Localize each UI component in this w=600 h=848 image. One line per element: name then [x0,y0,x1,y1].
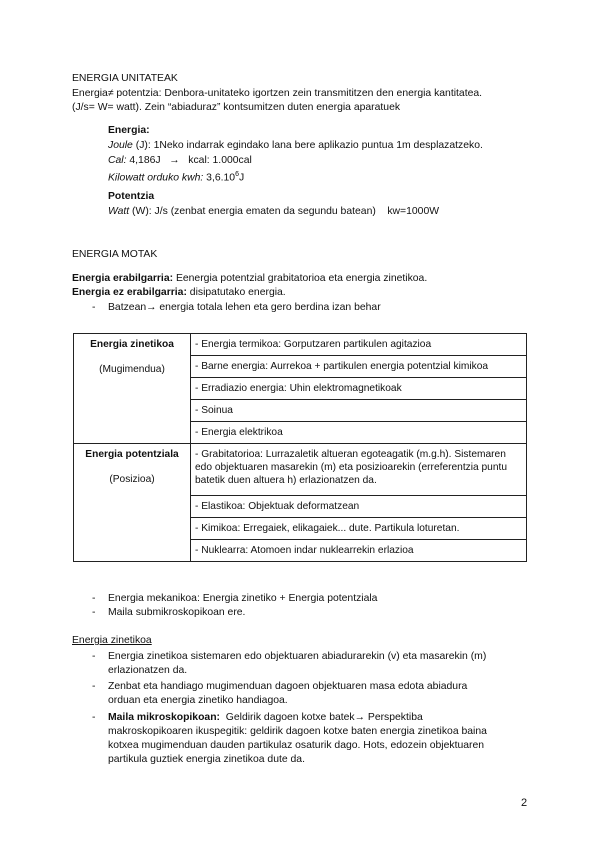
energia-heading: Energia: [108,125,150,136]
energy-type-cell: - Nuklearra: Atomoen indar nuklearrekin erlazioa [191,540,527,562]
kwh-text: 3,6.10 [203,172,236,184]
watt-label: Watt [108,206,130,217]
potentzia-heading: Potentzia [108,191,155,202]
watt-text: (W): J/s (zenbat energia ematen da segundu batean) kw=1000W [129,206,440,217]
cal-text: 4,186J → kcal: 1.000cal [126,155,252,166]
group-subtitle: (Mugimendua) [99,364,165,375]
list-item-text: Maila submikroskopikoan ere. [108,607,246,618]
energy-type-cell: - Soinua [191,400,527,422]
list-item-text: partikula guztiek energia zinetikoa dute da. [108,754,305,765]
energy-type-cell: - Erradiazio energia: Uhin elektromagnetikoak [191,378,527,400]
list-item-text: orduan eta energia zinetiko handiagoa. [108,695,288,706]
list-item-text: makroskopikoaren ikuspegitik: geldirik dagoen kotxe baten energia zinetikoa baina [108,726,487,737]
section-title-motak: ENERGIA MOTAK [72,249,158,260]
kwh-exponent: 6 [235,171,239,178]
ez-erabilgarria-label: Energia ez erabilgarria: [72,287,187,298]
cal-label: Cal: [108,155,127,166]
kwh-line [108,168,244,184]
bullet-dash: - [92,651,96,662]
section-title-unitateak: ENERGIA UNITATEAK [72,73,178,84]
group-header-cell [74,334,191,444]
list-item-text: kotxea mugimenduan dauden partikulaz osaturik dago. Hots, edozein objektuaren [108,740,485,751]
erabilgarria-line [72,272,427,285]
list-item-text: erlazionatzen da. [108,665,188,676]
joule-line [108,139,483,152]
watt-line [108,205,439,218]
energy-type-cell: - Energia elektrikoa [191,422,527,444]
energy-types-table [73,333,527,562]
energy-type-cell: - Kimikoa: Erregaiek, elikagaiek... dute. Partikula loturetan. [191,518,527,540]
bullet-dash: - [92,712,96,723]
cal-line [108,154,252,167]
bullet-dash: - [92,607,96,618]
list-item-label: Maila mikroskopikoan: [108,712,221,723]
table-row [74,334,527,356]
bullet-dash: - [92,593,96,604]
paragraph-line: Energia≠ potentzia: Denbora-unitateko igortzen zein transmititzen den energia kantitatea. [72,88,483,99]
bullet-dash: - [92,302,96,313]
group-header-cell [74,444,191,562]
erabilgarria-label: Energia erabilgarria: [72,273,174,284]
list-item-text: Zenbat eta handiago mugimenduan dagoen objektuaren masa edota abiadura [108,681,468,692]
energy-type-cell: - Elastikoa: Objektuak deformatzean [191,496,527,518]
paragraph-line: (J/s= W= watt). Zein “abiaduraz” kontsumitzen duten energia aparatuek [72,102,401,113]
energy-type-cell: - Barne energia: Aurrekoa + partikulen energia potentzial kimikoa [191,356,527,378]
joule-text: (J): 1Neko indarrak egindako lana bere aplikazio puntua 1m desplazatzeko. [132,140,483,151]
ez-erabilgarria-text: disipatutako energia. [186,287,286,298]
ez-erabilgarria-line [72,286,286,299]
table-row [74,444,527,496]
list-item-text: Energia zinetikoa sistemaren edo objektuaren abiadurarekin (v) eta masarekin (m) [108,651,487,662]
list-item-text: Geldirik dagoen kotxe batek→ Perspektiba [220,712,423,723]
kwh-label: Kilowatt orduko kwh: [108,172,204,184]
list-item-text: Batzean→ energia totala lehen eta gero berdina izan behar [108,302,381,313]
section-title-zinetikoa: Energia zinetikoa [72,635,152,646]
group-subtitle: (Posizioa) [109,474,155,485]
energy-type-cell: - Energia termikoa: Gorputzaren partikulen agitazioa [191,334,527,356]
kwh-unit: J [238,172,245,184]
energy-type-cell: - Grabitatorioa: Lurrazaletik altueran egoteagatik (m.g.h). Sistemaren edo objektuaren masarekin (m) eta posizioarekin (erreferentzia puntu batetik duen altuera h) erlazionatzen da. [191,444,527,496]
group-title: Energia zinetikoa [90,339,174,350]
erabilgarria-text: Eenergia potentzial grabitatorioa eta energia zinetikoa. [173,273,428,284]
joule-label: Joule [108,140,133,151]
list-item-text: Energia mekanikoa: Energia zinetiko + Energia potentziala [108,593,378,604]
page-number: 2 [521,797,528,809]
group-title: Energia potentziala [85,449,179,460]
bullet-dash: - [92,681,96,692]
